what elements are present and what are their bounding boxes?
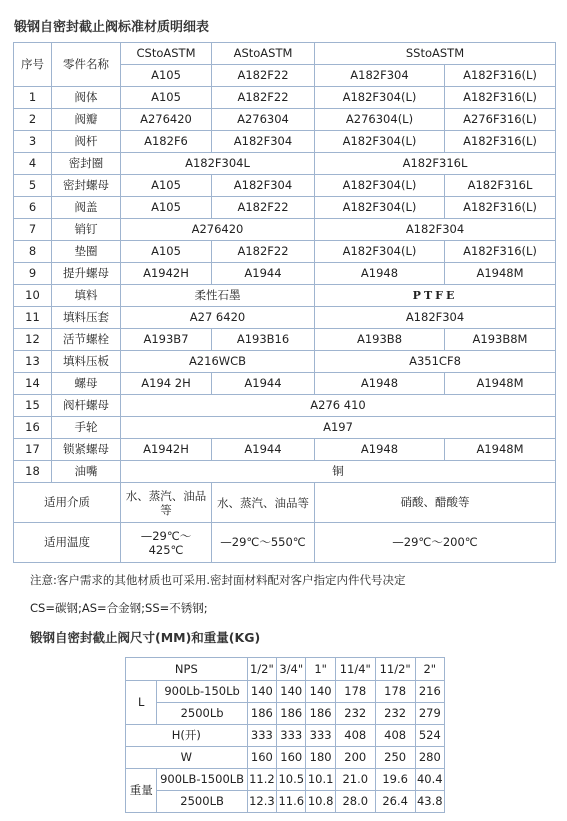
material-cell-all: A197 [121,417,556,439]
material-note: 注意:客户需求的其他材质也可采用.密封面材料配对客户指定内件代号决定 [30,573,406,587]
material-cell: A182F304(L) [315,87,445,109]
material-cell-ss: A182F304 [315,219,556,241]
header-size: 1" [306,658,335,681]
table-row [14,307,556,329]
row-number: 3 [14,131,52,153]
row-number: 14 [14,373,52,395]
material-cell: A1948M [445,263,556,285]
table-row [126,725,445,747]
material-cell: A105 [121,87,212,109]
l-class-label: 2500Lb [157,703,247,725]
header-size: 3/4" [277,658,306,681]
table-row [14,483,556,523]
h-value: 524 [415,725,444,747]
l-class-label: 900Lb-150Lb [157,681,247,703]
part-name: 填料压板 [52,351,121,373]
material-cell-ss: A182F304 [315,307,556,329]
weight-value: 21.0 [335,769,375,791]
l-value: 140 [306,681,335,703]
material-table [13,42,556,563]
part-name: 提升螺母 [52,263,121,285]
material-cell: A105 [121,241,212,263]
table-row [14,87,556,109]
table-row [14,153,556,175]
table-row [126,658,445,681]
material-cell: A1944 [212,263,315,285]
part-name: 阀杆螺母 [52,395,121,417]
sub-header-ss-316: A182F316(L) [445,65,556,87]
h-value: 333 [247,725,276,747]
part-name: 阀盖 [52,197,121,219]
material-cell: A193B16 [212,329,315,351]
weight-value: 26.4 [375,791,415,813]
material-cell: A1948 [315,439,445,461]
material-cell: A182F6 [121,131,212,153]
part-name: 阀杆 [52,131,121,153]
w-value: 160 [247,747,276,769]
header-size: 1/2" [247,658,276,681]
part-name: 螺母 [52,373,121,395]
weight-value: 12.3 [247,791,276,813]
material-cell: A1948M [445,373,556,395]
l-value: 232 [375,703,415,725]
material-cell: A1948 [315,263,445,285]
material-cell-cs-as: A216WCB [121,351,315,373]
part-name: 阀瓣 [52,109,121,131]
table-row [14,439,556,461]
material-cell: A105 [121,175,212,197]
header-nps: NPS [126,658,248,681]
part-name: 手轮 [52,417,121,439]
table-row [14,395,556,417]
material-cell: A1944 [212,373,315,395]
material-cell: A182F22 [212,87,315,109]
material-cell: A182F304 [212,131,315,153]
weight-value: 11.2 [247,769,276,791]
material-cell-cs-as: A182F304L [121,153,315,175]
table-row [14,131,556,153]
material-table-title: 锻钢自密封截止阀标准材质明细表 [14,20,210,35]
part-name: 销钉 [52,219,121,241]
header-size: 11/4" [335,658,375,681]
medium-as: 水、蒸汽、油品等 [212,483,315,523]
row-number: 6 [14,197,52,219]
header-size: 11/2" [375,658,415,681]
dimension-table [125,657,445,813]
table-row [14,241,556,263]
table-row [14,219,556,241]
table-row [126,791,445,813]
material-cell: A1942H [121,439,212,461]
row-number: 8 [14,241,52,263]
material-cell: A182F316(L) [445,241,556,263]
sub-header-ss-304: A182F304 [315,65,445,87]
weight-value: 10.1 [306,769,335,791]
temperature-ss: —29℃～200℃ [315,523,556,563]
header-part-name: 零件名称 [52,43,121,87]
material-cell: A182F304 [212,175,315,197]
material-cell: A193B8M [445,329,556,351]
material-cell-cs-as: A276420 [121,219,315,241]
row-number: 16 [14,417,52,439]
header-size: 2" [415,658,444,681]
table-row [126,769,445,791]
w-label: W [126,747,248,769]
row-number: 10 [14,285,52,307]
h-value: 333 [306,725,335,747]
table-row [14,461,556,483]
header-cs: CStoASTM [121,43,212,65]
h-value: 408 [375,725,415,747]
material-cell: A1948 [315,373,445,395]
w-value: 200 [335,747,375,769]
l-value: 140 [277,681,306,703]
part-name: 活节螺栓 [52,329,121,351]
temperature-cs: —29℃～425℃ [121,523,212,563]
l-value: 178 [335,681,375,703]
material-cell: A276420 [121,109,212,131]
weight-label: 重量 [126,769,157,813]
material-cell: A182F304(L) [315,131,445,153]
part-name: 填料压套 [52,307,121,329]
material-cell: A1942H [121,263,212,285]
row-number: 4 [14,153,52,175]
material-cell-cs-as: 柔性石墨 [121,285,315,307]
material-cell: A182F304(L) [315,175,445,197]
abbreviation-note: CS=碳钢;AS=合金钢;SS=不锈钢; [30,601,208,615]
w-value: 250 [375,747,415,769]
medium-ss: 硝酸、醋酸等 [315,483,556,523]
material-cell: A276304(L) [315,109,445,131]
table-row [14,263,556,285]
weight-value: 40.4 [415,769,444,791]
material-cell-ss: PTFE [315,285,556,307]
header-ss: SStoASTM [315,43,556,65]
medium-cs: 水、蒸汽、油品等 [121,483,212,523]
table-row [14,285,556,307]
part-name: 油嘴 [52,461,121,483]
weight-value: 10.8 [306,791,335,813]
table-row [126,681,445,703]
table-row [14,109,556,131]
temperature-as: —29℃～550℃ [212,523,315,563]
material-cell: A182F22 [212,241,315,263]
part-name: 密封圈 [52,153,121,175]
table-row [14,373,556,395]
header-seq: 序号 [14,43,52,87]
table-row [14,351,556,373]
l-value: 186 [277,703,306,725]
l-value: 279 [415,703,444,725]
w-value: 160 [277,747,306,769]
material-cell: A182F304(L) [315,197,445,219]
table-row [14,523,556,563]
material-cell: A1948M [445,439,556,461]
row-number: 11 [14,307,52,329]
weight-value: 28.0 [335,791,375,813]
weight-class-label: 2500LB [157,791,247,813]
material-cell: A276F316(L) [445,109,556,131]
weight-value: 19.6 [375,769,415,791]
row-number: 13 [14,351,52,373]
h-label: H(开) [126,725,248,747]
w-value: 280 [415,747,444,769]
material-cell: A193B7 [121,329,212,351]
material-cell: A182F316(L) [445,87,556,109]
header-as: AStoASTM [212,43,315,65]
material-cell: A194 2H [121,373,212,395]
l-value: 186 [247,703,276,725]
weight-value: 43.8 [415,791,444,813]
table-row [14,329,556,351]
row-number: 17 [14,439,52,461]
row-number: 1 [14,87,52,109]
material-cell: A1944 [212,439,315,461]
sub-header-cs: A105 [121,65,212,87]
row-number: 5 [14,175,52,197]
material-cell: A193B8 [315,329,445,351]
material-cell: A182F22 [212,197,315,219]
part-name: 锁紧螺母 [52,439,121,461]
table-row [14,197,556,219]
material-cell: A276304 [212,109,315,131]
part-name: 填料 [52,285,121,307]
h-value: 333 [277,725,306,747]
material-cell-all: 铜 [121,461,556,483]
w-value: 180 [306,747,335,769]
part-name: 阀体 [52,87,121,109]
table-row [14,417,556,439]
row-number: 18 [14,461,52,483]
part-name: 垫圈 [52,241,121,263]
material-cell: A105 [121,197,212,219]
l-label: L [126,681,157,725]
material-cell: A182F316L [445,175,556,197]
l-value: 216 [415,681,444,703]
material-cell: A182F316(L) [445,197,556,219]
weight-value: 11.6 [277,791,306,813]
row-number: 9 [14,263,52,285]
l-value: 232 [335,703,375,725]
row-number: 7 [14,219,52,241]
l-value: 178 [375,681,415,703]
table-row [14,175,556,197]
weight-value: 10.5 [277,769,306,791]
l-value: 140 [247,681,276,703]
sub-header-as: A182F22 [212,65,315,87]
h-value: 408 [335,725,375,747]
material-cell: A182F304(L) [315,241,445,263]
weight-class-label: 900LB-1500LB [157,769,247,791]
table-row [126,703,445,725]
material-cell-all: A276 410 [121,395,556,417]
temperature-label: 适用温度 [14,523,121,563]
row-number: 2 [14,109,52,131]
part-name: 密封螺母 [52,175,121,197]
row-number: 15 [14,395,52,417]
l-value: 186 [306,703,335,725]
row-number: 12 [14,329,52,351]
dimension-table-title: 锻钢自密封截止阀尺寸(MM)和重量(KG) [30,630,261,645]
material-cell: A182F316(L) [445,131,556,153]
material-cell-ss: A351CF8 [315,351,556,373]
material-cell-ss: A182F316L [315,153,556,175]
table-row [126,747,445,769]
medium-label: 适用介质 [14,483,121,523]
material-cell-cs-as: A27 6420 [121,307,315,329]
